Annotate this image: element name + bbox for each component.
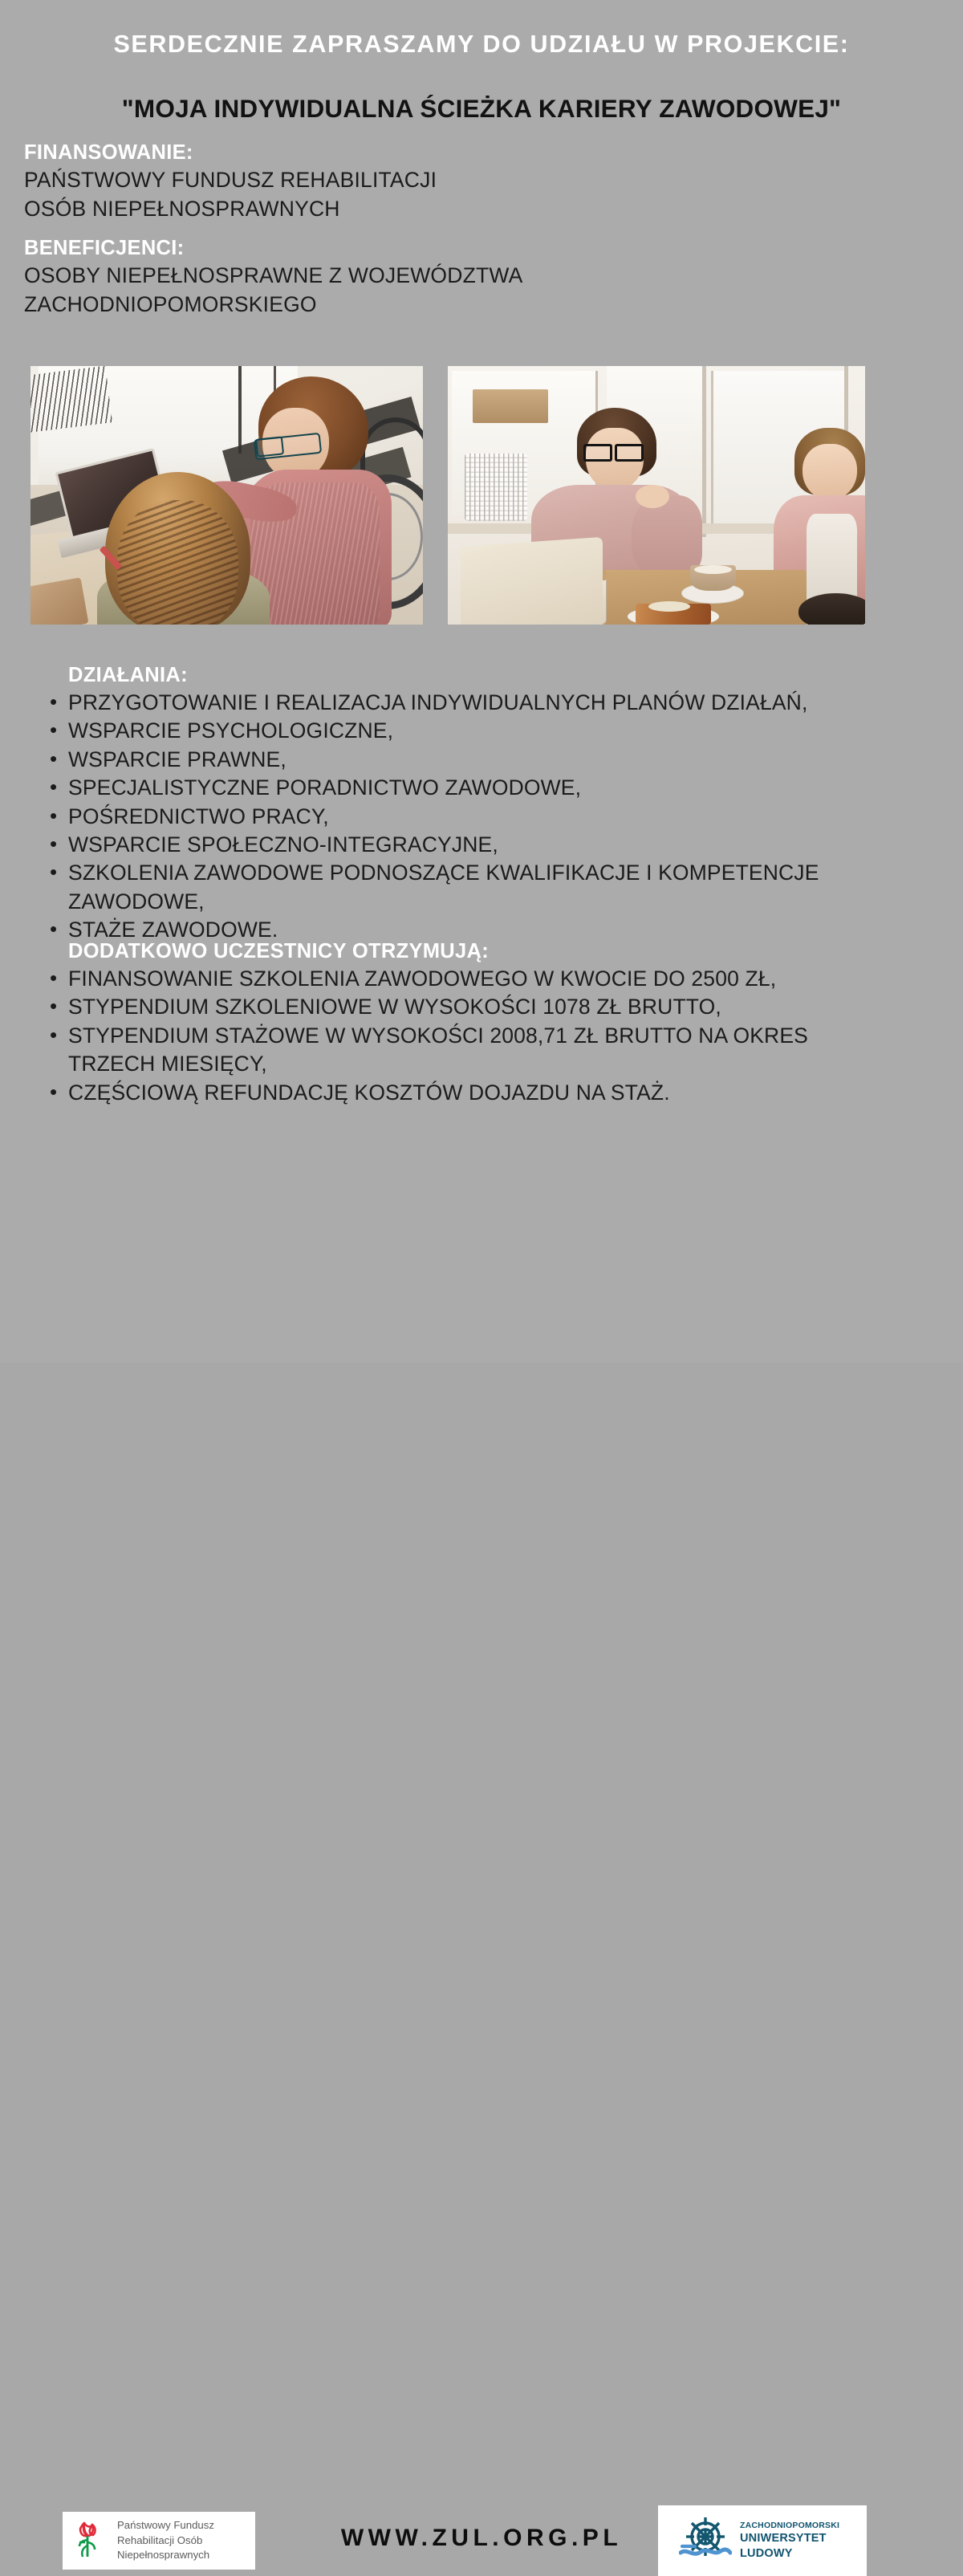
zul-logo-text bbox=[740, 2521, 839, 2561]
zul-line-2: UNIWERSYTET bbox=[740, 2532, 827, 2545]
pfron-line-1: Państwowy Fundusz bbox=[117, 2519, 214, 2532]
zul-logo bbox=[658, 2505, 867, 2576]
activities-list bbox=[24, 689, 939, 944]
beneficiaries-label: BENEFICJENCI: bbox=[24, 237, 185, 259]
benefits-list bbox=[24, 965, 939, 1107]
activities-heading: DZIAŁANIA: bbox=[68, 664, 188, 686]
list-item: • WSPARCIE SPOŁECZNO-INTEGRACYJNE, bbox=[24, 831, 827, 859]
list-item: • WSPARCIE PSYCHOLOGICZNE, bbox=[24, 717, 827, 745]
benefits-heading: DODATKOWO UCZESTNICY OTRZYMUJĄ: bbox=[68, 940, 490, 962]
zul-line-1: ZACHODNIOPOMORSKI bbox=[740, 2521, 840, 2531]
list-item: • PRZYGOTOWANIE I REALIZACJA INDYWIDUALNYCH PLANÓW DZIAŁAŃ, bbox=[24, 689, 827, 717]
pfron-line-3: Niepełnosprawnych bbox=[117, 2549, 210, 2562]
website-url[interactable]: WWW.ZUL.ORG.PL bbox=[340, 2525, 623, 2551]
list-item: • SPECJALISTYCZNE PORADNICTWO ZAWODOWE, bbox=[24, 774, 827, 802]
financing-line-2: OSÓB NIEPEŁNOSPRAWNYCH bbox=[24, 196, 340, 221]
list-item: • STAŻE ZAWODOWE. bbox=[24, 916, 827, 944]
list-item: • WSPARCIE PRAWNE, bbox=[24, 746, 827, 774]
list-item: • CZĘŚCIOWĄ REFUNDACJĘ KOSZTÓW DOJAZDU NA STAŻ. bbox=[24, 1079, 827, 1107]
photo-women-cafe-laptop bbox=[448, 366, 865, 625]
financing-block bbox=[24, 141, 437, 223]
list-item: • SZKOLENIA ZAWODOWE PODNOSZĄCE KWALIFIKACJE I KOMPETENCJE ZAWODOWE, bbox=[24, 859, 827, 916]
photo-two-women-laptop-wheelchair bbox=[30, 366, 423, 625]
footer bbox=[0, 1251, 963, 2562]
list-item: • FINANSOWANIE SZKOLENIA ZAWODOWEGO W KWOCIE DO 2500 ZŁ, bbox=[24, 965, 827, 993]
benefits-section bbox=[24, 939, 939, 1107]
list-item: • POŚREDNICTWO PRACY, bbox=[24, 803, 827, 831]
pfron-line-2: Rehabilitacji Osób bbox=[117, 2533, 203, 2546]
list-item: • STYPENDIUM SZKOLENIOWE W WYSOKOŚCI 1078 ZŁ BRUTTO, bbox=[24, 993, 827, 1021]
financing-line-1: PAŃSTWOWY FUNDUSZ REHABILITACJI bbox=[24, 167, 437, 192]
zul-line-3: LUDOWY bbox=[740, 2546, 793, 2560]
list-item: • STYPENDIUM STAŻOWE W WYSOKOŚCI 2008,71 ZŁ BRUTTO NA OKRES TRZECH MIESIĘCY, bbox=[24, 1022, 827, 1079]
project-title: "MOJA INDYWIDUALNA ŚCIEŻKA KARIERY ZAWODOWEJ" bbox=[121, 94, 842, 123]
invitation-headline: SERDECZNIE ZAPRASZAMY DO UDZIAŁU W PROJEKCIE: bbox=[113, 31, 850, 58]
financing-label: FINANSOWANIE: bbox=[24, 141, 193, 164]
beneficiaries-line-2: ZACHODNIOPOMORSKIEGO bbox=[24, 291, 317, 316]
beneficiaries-block bbox=[24, 237, 522, 319]
activities-section bbox=[24, 663, 939, 944]
ships-wheel-icon bbox=[679, 2514, 732, 2568]
beneficiaries-line-1: OSOBY NIEPEŁNOSPRAWNE Z WOJEWÓDZTWA bbox=[24, 262, 523, 287]
